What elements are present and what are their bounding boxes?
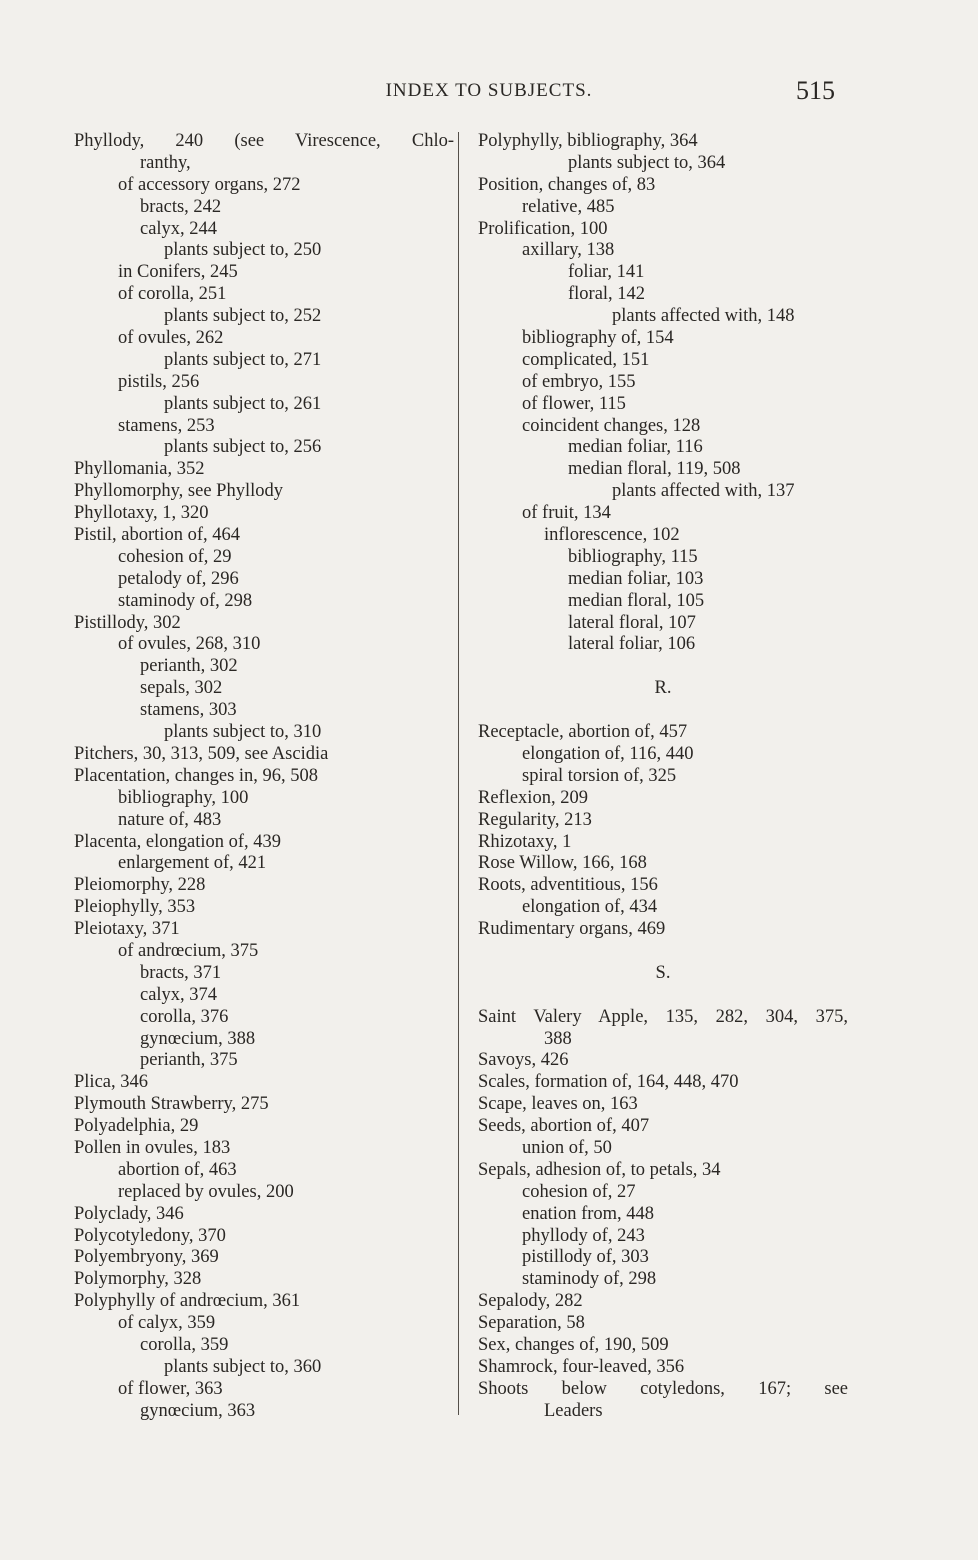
index-entry: Sepalody, 282	[478, 1291, 583, 1312]
index-entry: Savoys, 426	[478, 1050, 569, 1071]
index-entry: Pleiomorphy, 228	[74, 875, 206, 896]
index-subentry: cohesion of, 27	[522, 1181, 636, 1202]
index-subentry: elongation of, 116, 440	[522, 743, 694, 764]
index-subentry: bracts, 371	[140, 962, 222, 983]
index-subentry: plants subject to, 310	[164, 722, 322, 743]
index-subentry: 388	[544, 1028, 572, 1049]
index-subentry: foliar, 141	[568, 262, 645, 283]
index-subentry: ranthy,	[140, 152, 191, 173]
index-subentry: enlargement of, 421	[118, 853, 267, 874]
index-entry: Polycotyledony, 370	[74, 1225, 226, 1246]
index-entry: Position, changes of, 83	[478, 174, 656, 195]
index-subentry: spiral torsion of, 325	[522, 765, 677, 786]
blank-spacer	[478, 985, 848, 1007]
index-subentry: cohesion of, 29	[118, 546, 232, 567]
index-subentry: pistillody of, 303	[522, 1247, 649, 1268]
index-entry: Pleiotaxy, 371	[74, 919, 180, 940]
index-entry: Plymouth Strawberry, 275	[74, 1094, 269, 1115]
page-number: 515	[796, 76, 835, 105]
index-subentry: inflorescence, 102	[544, 525, 680, 546]
index-entry: Polymorphy, 328	[74, 1269, 202, 1290]
index-entry: Pistil, abortion of, 464	[74, 525, 240, 546]
index-subentry: median floral, 119, 508	[568, 459, 741, 480]
index-subentry: of ovules, 268, 310	[118, 634, 261, 655]
index-subentry: sepals, 302	[140, 678, 223, 699]
index-subentry: gynœcium, 363	[140, 1400, 256, 1421]
index-entry: Scape, leaves on, 163	[478, 1094, 638, 1115]
index-subentry: in Conifers, 245	[118, 262, 238, 283]
index-entry: Rudimentary organs, 469	[478, 919, 666, 940]
index-entry: Phyllody, 240 (see Virescence, Chlo-	[74, 131, 454, 151]
index-subentry: pistils, 256	[118, 371, 200, 392]
index-subentry: of andrœcium, 375	[118, 940, 259, 961]
index-subentry: staminody of, 298	[522, 1269, 657, 1290]
index-subentry: replaced by ovules, 200	[118, 1181, 294, 1202]
index-subentry: of calyx, 359	[118, 1313, 216, 1334]
index-subentry: relative, 485	[522, 196, 615, 217]
index-subentry: enation from, 448	[522, 1203, 655, 1224]
index-entry: Polyphylly of andrœcium, 361	[74, 1291, 301, 1312]
index-subentry: median floral, 105	[568, 590, 705, 611]
index-subentry: bibliography of, 154	[522, 328, 674, 349]
index-entry: Pistillody, 302	[74, 612, 181, 633]
index-subentry: of ovules, 262	[118, 328, 224, 349]
index-entry: Seeds, abortion of, 407	[478, 1116, 650, 1137]
index-subentry: lateral foliar, 106	[568, 634, 696, 655]
index-subentry: plants subject to, 256	[164, 437, 322, 458]
index-entry: Receptacle, abortion of, 457	[478, 722, 688, 743]
index-subentry: of embryo, 155	[522, 371, 636, 392]
index-subentry: plants affected with, 137	[612, 481, 795, 502]
index-entry: Rose Willow, 166, 168	[478, 853, 647, 874]
index-entry: Shamrock, four-leaved, 356	[478, 1356, 685, 1377]
index-entry: Plica, 346	[74, 1072, 148, 1093]
index-entry: Phyllomania, 352	[74, 459, 205, 480]
index-subentry: perianth, 302	[140, 656, 238, 677]
index-entry: Polyphylly, bibliography, 364	[478, 131, 698, 151]
index-subentry: median foliar, 103	[568, 568, 704, 589]
blank-spacer	[478, 656, 848, 678]
index-subentry: calyx, 374	[140, 984, 218, 1005]
index-entry: Saint Valery Apple, 135, 282, 304, 375,	[478, 1006, 848, 1027]
index-entry: Rhizotaxy, 1	[478, 831, 572, 852]
index-subentry: plants affected with, 148	[612, 306, 795, 327]
index-subentry: of corolla, 251	[118, 284, 227, 305]
index-subentry: of accessory organs, 272	[118, 174, 301, 195]
column-divider	[458, 132, 459, 1415]
index-subentry: of flower, 115	[522, 393, 626, 414]
index-entry: Scales, formation of, 164, 448, 470	[478, 1072, 739, 1093]
index-subentry: Leaders	[544, 1400, 603, 1421]
index-subentry: lateral floral, 107	[568, 612, 696, 633]
index-subentry: bracts, 242	[140, 196, 222, 217]
index-subentry: petalody of, 296	[118, 568, 239, 589]
index-subentry: calyx, 244	[140, 218, 218, 239]
index-subentry: abortion of, 463	[118, 1159, 237, 1180]
index-entry: Separation, 58	[478, 1313, 585, 1334]
index-subentry: plants subject to, 252	[164, 306, 322, 327]
index-entry: Polyembryony, 369	[74, 1247, 219, 1268]
left-index-column	[74, 131, 454, 1423]
index-entry: Sex, changes of, 190, 509	[478, 1334, 669, 1355]
index-entry: Shoots below cotyledons, 167; see	[478, 1378, 848, 1399]
index-subentry: corolla, 359	[140, 1334, 229, 1355]
index-subentry: plants subject to, 261	[164, 393, 322, 414]
index-entry: Placenta, elongation of, 439	[74, 831, 282, 852]
index-entry: Pollen in ovules, 183	[74, 1137, 231, 1158]
index-entry: Pleiophylly, 353	[74, 897, 196, 918]
section-letter-heading: R.	[654, 678, 672, 699]
index-entry: Sepals, adhesion of, to petals, 34	[478, 1159, 721, 1180]
right-index-column	[478, 131, 848, 1423]
blank-spacer	[478, 941, 848, 963]
index-subentry: plants subject to, 360	[164, 1356, 322, 1377]
index-entry: Polyadelphia, 29	[74, 1116, 199, 1137]
index-subentry: of flower, 363	[118, 1378, 223, 1399]
index-subentry: stamens, 253	[118, 415, 215, 436]
index-entry: Prolification, 100	[478, 218, 608, 239]
index-subentry: staminody of, 298	[118, 590, 253, 611]
index-subentry: of fruit, 134	[522, 503, 611, 524]
index-subentry: plants subject to, 271	[164, 349, 322, 370]
blank-spacer	[478, 700, 848, 722]
index-entry: Reflexion, 209	[478, 787, 588, 808]
section-letter-heading: S.	[655, 962, 671, 983]
index-subentry: elongation of, 434	[522, 897, 658, 918]
index-entry: Roots, adventitious, 156	[478, 875, 658, 896]
index-subentry: floral, 142	[568, 284, 646, 305]
index-subentry: nature of, 483	[118, 809, 222, 830]
index-subentry: corolla, 376	[140, 1006, 229, 1027]
index-entry: Phyllotaxy, 1, 320	[74, 503, 209, 524]
index-subentry: union of, 50	[522, 1137, 612, 1158]
index-subentry: gynœcium, 388	[140, 1028, 256, 1049]
index-entry: Regularity, 213	[478, 809, 592, 830]
index-entry: Phyllomorphy, see Phyllody	[74, 481, 283, 502]
index-subentry: stamens, 303	[140, 700, 237, 721]
running-header: INDEX TO SUBJECTS.	[385, 80, 593, 101]
index-subentry: coincident changes, 128	[522, 415, 701, 436]
index-subentry: bibliography, 100	[118, 787, 249, 808]
index-subentry: phyllody of, 243	[522, 1225, 645, 1246]
index-entry: Pitchers, 30, 313, 509, see Ascidia	[74, 743, 329, 764]
index-subentry: plants subject to, 250	[164, 240, 322, 261]
index-entry: Placentation, changes in, 96, 508	[74, 765, 319, 786]
index-subentry: bibliography, 115	[568, 546, 698, 567]
index-subentry: axillary, 138	[522, 240, 615, 261]
index-subentry: complicated, 151	[522, 349, 650, 370]
index-subentry: median foliar, 116	[568, 437, 703, 458]
index-subentry: plants subject to, 364	[568, 152, 726, 173]
index-subentry: perianth, 375	[140, 1050, 238, 1071]
index-entry: Polyclady, 346	[74, 1203, 184, 1224]
